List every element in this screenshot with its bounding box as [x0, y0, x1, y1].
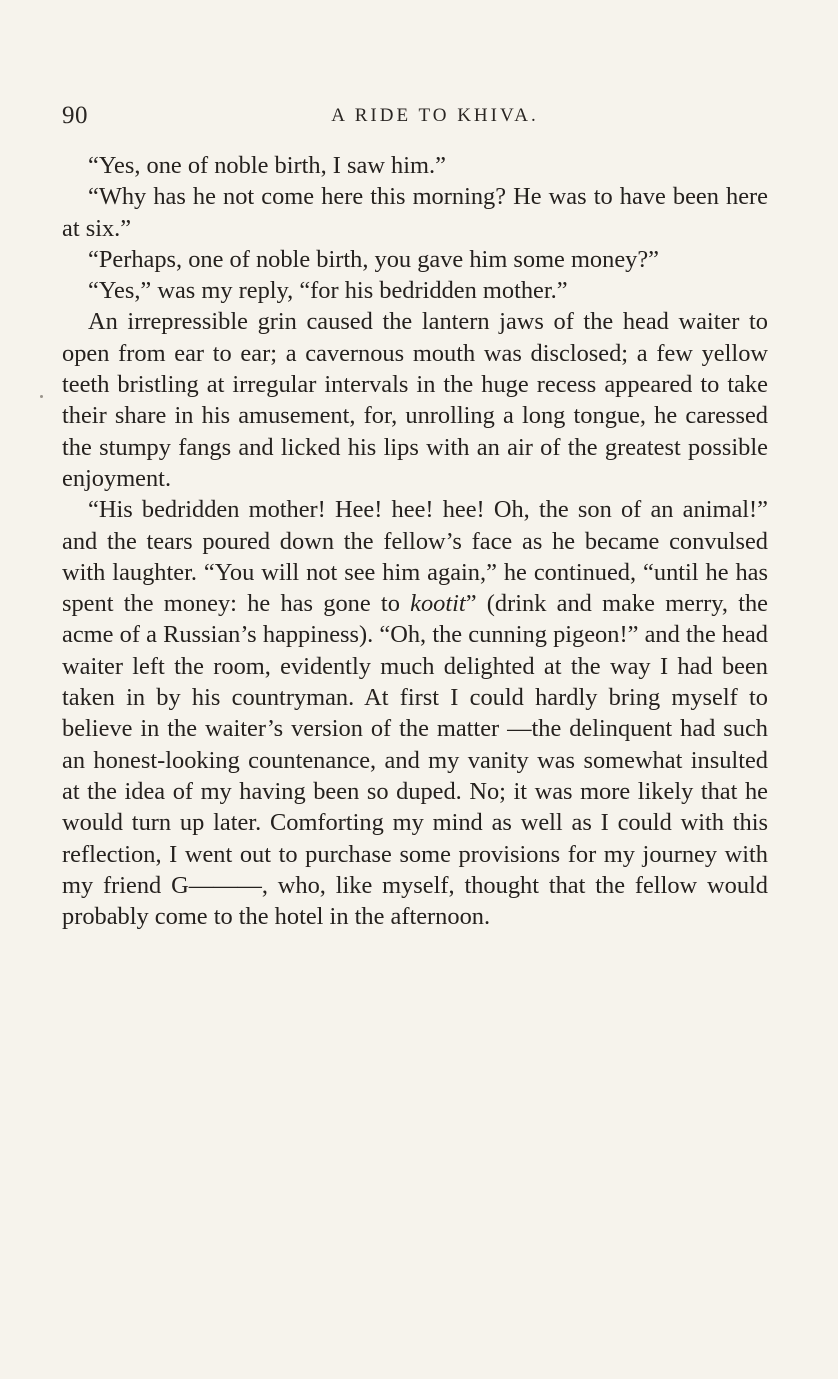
paragraph-text: ” (drink and make merry, the acme of a Russian’s happiness). “Oh, the cunning pigeon!” and the head waiter left the room, evidently much delighted at the way I had been taken in by his countryman. At first I could hardly bring myself to believe in the waiter’s version of the matter —the delinquent had such an honest-looking countenance, and my vanity was somewhat insulted at the idea of my having been so duped. No; it was more likely that he would turn up later. Comforting my mind as well as I could with this reflection, I went out to purchase some provisions for my journey with my friend G———, who, like myself, thought that the fellow would probably come to the hotel in the afternoon.	[62, 590, 768, 931]
paragraph: “Yes, one of noble birth, I saw him.”	[88, 152, 446, 179]
paragraph: “Yes,” was my reply, “for his bedridden mother.”	[88, 277, 568, 305]
body-text	[62, 150, 768, 932]
running-head	[62, 102, 768, 136]
page-number: 90	[62, 102, 88, 129]
paragraph: An irrepressible grin caused the lantern jaws of the head waiter to open from ear to ear; a cavernous mouth was disclosed; a few yellow teeth bristling at irregular intervals in the huge recess appeared to take their share in his amusement, for, unrolling a long tongue, he caressed the stumpy fangs and licked his lips with an air of the greatest possible enjoyment.	[62, 308, 768, 492]
paragraph: “Perhaps, one of noble birth, you gave him some money?”	[88, 245, 660, 273]
paragraph	[62, 494, 768, 932]
italic-word: kootit	[410, 590, 466, 618]
running-title: A RIDE TO KHIVA.	[331, 105, 539, 126]
paragraph: “Why has he not come here this morning? He was to have been here at six.”	[62, 183, 768, 242]
margin-speck	[40, 395, 43, 398]
paragraph-text: “His bedridden mother! Hee! hee! hee! Oh, the son of an animal!” and the tears poured down the fellow’s face as he became convulsed with laughter. “You will not see him again,” he continued, “until he has spent the money: he has gone to	[62, 496, 768, 618]
